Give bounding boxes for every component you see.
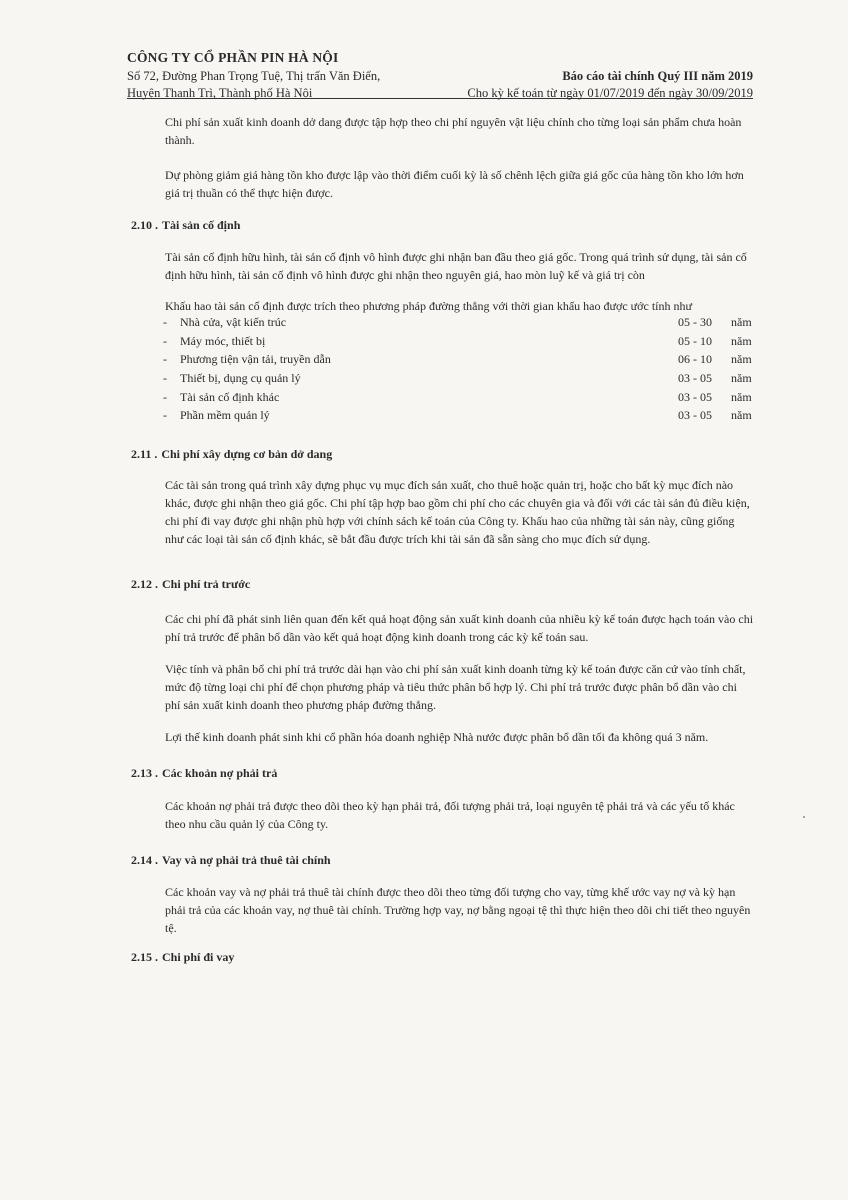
years-unit: năm <box>731 315 752 329</box>
years-unit: năm <box>731 352 752 366</box>
section-2-10-paragraph-1: Tài sản cố định hữu hình, tài sản cố định vô hình được ghi nhận ban đầu theo giá gốc. Trong quá trình sử dụng, tài sản cố định hữu hình, tài sản cố định vô hình được ghi nhận theo nguyên giá, hao mòn luỹ kế và giá trị còn <box>165 250 747 282</box>
section-title: Chi phí xây dựng cơ bản dở dang <box>161 447 333 461</box>
section-number: 2.14 . <box>131 853 158 867</box>
address-line-2: Huyện Thanh Trì, Thành phố Hà Nội <box>127 86 313 100</box>
asset-name: Tài sản cố định khác <box>180 390 280 404</box>
section-heading-2-10 <box>131 218 240 233</box>
depreciation-item: - Thiết bị, dụng cụ quản lý 03 - 05 năm <box>163 371 752 385</box>
years-unit: năm <box>731 390 752 404</box>
asset-name: Phương tiện vận tải, truyền dẫn <box>180 352 331 366</box>
section-2-12-paragraph-2: Việc tính và phân bổ chi phí trả trước dài hạn vào chi phí sản xuất kinh doanh từng kỳ kế toán được căn cứ vào tính chất, mức độ từng loại chi phí để chọn phương pháp và tiêu thức phân bổ hợp lý. Chi phí trả trước được phân bổ dần vào chi phí sản xuất kinh doanh theo phương pháp đường thẳng. <box>165 662 746 712</box>
asset-name: Phần mềm quản lý <box>180 408 270 422</box>
page-header <box>127 50 753 103</box>
report-title: Báo cáo tài chính Quý III năm 2019 <box>562 69 753 83</box>
depreciation-item: - Tài sản cố định khác 03 - 05 năm <box>163 390 752 404</box>
section-heading-2-14 <box>131 853 331 868</box>
years-range: 06 - 10 <box>678 352 712 366</box>
years-range: 03 - 05 <box>678 371 712 385</box>
section-2-11-paragraph-1: Các tài sản trong quá trình xây dựng phục vụ mục đích sản xuất, cho thuê hoặc quản trị, hoặc cho bất kỳ mục đích nào khác, được ghi nhận theo giá gốc. Chi phí tập hợp bao gồm chi phí cho các chuyên gia và đối với các tài sản đủ điều kiện, chi phí đi vay được ghi nhận phù hợp với chính sách kế toán của Công ty. Khấu hao của những tài sản này, cũng giống như các loại tài sản cố định khác, sẽ bắt đầu được trích khi tài sản đã sẵn sàng cho mục đích sử dụng. <box>165 478 750 546</box>
depreciation-item: - Máy móc, thiết bị 05 - 10 năm <box>163 334 752 348</box>
years-range: 05 - 10 <box>678 334 712 348</box>
scan-speck <box>803 816 805 818</box>
report-period: Cho kỳ kế toán từ ngày 01/07/2019 đến ngày 30/09/2019 <box>467 86 753 100</box>
section-title: Các khoản nợ phải trả <box>162 766 278 780</box>
section-2-10-paragraph-2: Khấu hao tài sản cố định được trích theo phương pháp đường thẳng với thời gian khấu hao được ước tính như <box>165 299 693 313</box>
section-heading-2-13 <box>131 766 277 781</box>
section-number: 2.10 . <box>131 218 158 232</box>
section-number: 2.15 . <box>131 950 158 964</box>
section-number: 2.12 . <box>131 577 158 591</box>
section-title: Chi phí trả trước <box>162 577 251 591</box>
depreciation-item: - Phương tiện vận tải, truyền dẫn 06 - 10 năm <box>163 352 752 366</box>
header-divider <box>127 98 753 99</box>
section-title: Chi phí đi vay <box>162 950 235 964</box>
years-unit: năm <box>731 408 752 422</box>
asset-name: Nhà cửa, vật kiến trúc <box>180 315 287 329</box>
intro-paragraph-2: Dự phòng giảm giá hàng tồn kho được lập vào thời điểm cuối kỳ là số chênh lệch giữa giá gốc của hàng tồn kho lớn hơn giá trị thuần có thể thực hiện được. <box>165 168 744 200</box>
company-name: CÔNG TY CỔ PHẦN PIN HÀ NỘI <box>127 50 339 65</box>
header-row-2 <box>127 86 753 103</box>
section-2-12-paragraph-3: Lợi thế kinh doanh phát sinh khi cổ phần hóa doanh nghiệp Nhà nước được phân bổ dần tối đa không quá 3 năm. <box>165 730 709 744</box>
years-range: 03 - 05 <box>678 408 712 422</box>
section-2-12-paragraph-1: Các chi phí đã phát sinh liên quan đến kết quả hoạt động sản xuất kinh doanh của nhiều kỳ kế toán được hạch toán vào chi phí trả trước để phân bổ dần vào kết quả hoạt động kinh doanh trong các kỳ kế toán sau. <box>165 612 754 644</box>
section-number: 2.13 . <box>131 766 158 780</box>
section-title: Vay và nợ phải trả thuê tài chính <box>162 853 331 867</box>
depreciation-item: - Nhà cửa, vật kiến trúc 05 - 30 năm <box>163 315 752 329</box>
section-heading-2-12 <box>131 577 250 592</box>
address-line-1: Số 72, Đường Phan Trọng Tuệ, Thị trấn Văn Điển, <box>127 69 381 83</box>
section-heading-2-11 <box>131 447 332 462</box>
intro-paragraph-1: Chi phí sản xuất kinh doanh dở dang được tập hợp theo chi phí nguyên vật liệu chính cho từng loại sản phẩm chưa hoàn thành. <box>165 115 742 147</box>
depreciation-item: - Phần mềm quản lý 03 - 05 năm <box>163 408 752 422</box>
section-2-13-paragraph-1: Các khoản nợ phải trả được theo dõi theo kỳ hạn phải trả, đối tượng phải trả, loại nguyên tệ phải trả và các yếu tố khác theo nhu cầu quản lý của Công ty. <box>165 799 735 831</box>
years-range: 05 - 30 <box>678 315 712 329</box>
section-2-14-paragraph-1: Các khoản vay và nợ phải trả thuê tài chính được theo dõi theo từng đối tượng cho vay, từng khế ước vay nợ và kỳ hạn phải trả của các khoản vay, nợ thuê tài chính. Trường hợp vay, nợ bằng ngoại tệ thì thực hiện theo dõi chi tiết theo nguyên tệ. <box>165 885 751 935</box>
years-unit: năm <box>731 371 752 385</box>
asset-name: Máy móc, thiết bị <box>180 334 266 348</box>
section-heading-2-15 <box>131 950 234 965</box>
years-unit: năm <box>731 334 752 348</box>
years-range: 03 - 05 <box>678 390 712 404</box>
section-number: 2.11 . <box>131 447 158 461</box>
section-title: Tài sản cố định <box>162 218 241 232</box>
asset-name: Thiết bị, dụng cụ quản lý <box>180 371 301 385</box>
header-row-1 <box>127 69 753 86</box>
